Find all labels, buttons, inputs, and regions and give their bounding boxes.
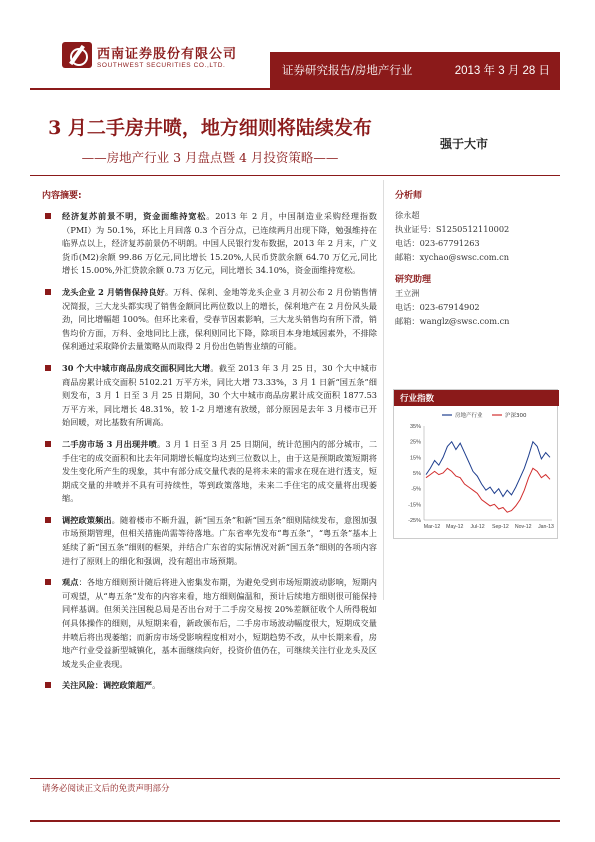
y-tick-label: 15% bbox=[409, 455, 421, 462]
title-rule bbox=[30, 175, 560, 176]
chart-title-bar bbox=[394, 390, 559, 406]
bullet-text: 。 bbox=[152, 680, 161, 691]
analyst-phone: 电话：023-67791263 bbox=[395, 238, 480, 248]
analyst-email: 邮箱：xychao@swsc.com.cn bbox=[395, 252, 510, 262]
x-tick-label: Sep-12 bbox=[492, 524, 509, 530]
series-line-0 bbox=[426, 442, 550, 497]
y-tick-label: -5% bbox=[411, 486, 421, 493]
company-name-cn: 西南证券股份有限公司 bbox=[97, 47, 238, 62]
x-tick-label: Nov-12 bbox=[514, 524, 532, 530]
header-bar bbox=[270, 52, 560, 88]
company-name-en: SOUTHWEST SECURITIES CO.,LTD. bbox=[97, 62, 226, 69]
y-tick-label: -15% bbox=[408, 502, 421, 509]
bullet-text: 。随着楼市不断升温，新“国五条”和新“国五条”细则陆续发布，意图加强市场预期管理，但相关措施尚需等待落地。广东省率先发布“粤五条”，“粤五条”基本上延续了新“国五条”细则的框架，并结合广东省的实际情况对新“国五条”细则的各项内容进行了原则上的细化和强调，没有超出市场预期。 bbox=[62, 514, 377, 566]
x-tick-label: Jan-13 bbox=[538, 524, 554, 530]
y-tick-label: 35% bbox=[409, 424, 421, 430]
x-tick-label: Mar-12 bbox=[423, 524, 441, 530]
report-date: 2013 年 3 月 28 日 bbox=[454, 65, 550, 77]
assistant-name: 王立洲 bbox=[395, 288, 420, 298]
column-divider bbox=[383, 180, 384, 600]
summary-bullet bbox=[42, 679, 377, 693]
summary-bullet bbox=[42, 438, 377, 506]
y-tick-label: 25% bbox=[409, 439, 421, 446]
y-tick-label: -25% bbox=[408, 518, 421, 524]
bullet-lead: 龙头企业 2 月销售保持良好 bbox=[62, 286, 165, 297]
analyst-license: 执业证号：S1250512110002 bbox=[395, 224, 510, 234]
bullet-lead: 观点 bbox=[62, 577, 79, 588]
summary-bullets bbox=[42, 210, 377, 701]
assistant-phone: 电话：023-67914902 bbox=[395, 302, 480, 312]
rating: 强于大市 bbox=[440, 137, 489, 151]
bullet-text: 。万科、保利、金地等龙头企业 3 月初公布 2 月份销售情况简报，三大龙头都实现了销售金额同比两位数以上的增长，保利地产在 2 月份风头最劲，同比增幅超 100%。但环比来看，受春节因素影响，三大龙头销售均有所下滑，销售均价方面，万科、金地同比上涨，保利则同比下降，除项目本身地域因素外，不排除保利通过采取降价去量策略从而取得 2 月份出色销售业绩的可能。 bbox=[62, 286, 377, 352]
summary-bullet bbox=[42, 576, 377, 671]
summary-bullet bbox=[42, 362, 377, 430]
bullet-text: 。截至 2013 年 3 月 25 日，30 个大中城市商品房累计成交面积 5102.21 万平方米，同比大增 73.33%，3 月 1 日新“国五条”细则发布，3 月 1 日至 3 月 25 日期间，30 个大中城市商品房累计成交面积 1877.53 万平方米，同比增长 48.31%，较 1-2 月增速有放缓，部分原因是去年 3 月楼市已开始回暖，对比基数有所调高。 bbox=[62, 362, 377, 428]
x-tick-label: Jul-12 bbox=[470, 524, 485, 530]
legend-label: 沪深300 bbox=[505, 413, 527, 419]
analyst-label: 分析师 bbox=[395, 191, 423, 201]
report-title: 3 月二手房井喷，地方细则将陆续发布 bbox=[48, 117, 372, 139]
series-line-1 bbox=[426, 468, 550, 512]
industry-index-chart bbox=[393, 389, 558, 539]
bullet-text: 。2013 年 2 月，中国制造业采购经理指数（PMI）为 50.1%，环比上月回落 0.3 个百分点，已连续两月出现下降，勉强维持在临界点以上，经济复苏前景仍不明朗。中国人民银行发布数据，2013 年 2 月末，广义货币(M2)余额 99.86 万亿元,同比增长 15.20%,人民币贷款余额 64.70 万亿元,同比增长 15.00%,外汇贷款余额 0.73 万亿元，同比增长 34.10%，资金面维持宽松。 bbox=[62, 211, 377, 276]
summary-label: 内容摘要: bbox=[42, 191, 82, 201]
footer-rule bbox=[30, 778, 560, 779]
summary-bullet bbox=[42, 514, 377, 568]
assistant-label: 研究助理 bbox=[395, 275, 432, 285]
bullet-lead: 经济复苏前景不明，资金面维持宽松 bbox=[62, 211, 207, 221]
report-category: 证券研究报告/房地产行业 bbox=[282, 63, 413, 77]
bullet-lead: 关注风险：调控政策超严 bbox=[62, 680, 153, 691]
bullet-text: 。3 月 1 日至 3 月 25 日期间，统计范围内的部分城市，二手住宅的成交面积和比去年同期增长幅度均达到三位数以上，由于这是预期政策短期将发生变化所产生的现象，其中有部分成交量代表的是将未来的需求在现在进行透支，短期成交量的井喷并不具有可持续性，等到政策落地，未来二手住宅的成交量将出现萎缩。 bbox=[62, 438, 378, 504]
summary-bullet bbox=[42, 286, 377, 354]
assistant-email: 邮箱：wanglz@swsc.com.cn bbox=[395, 316, 510, 326]
y-tick-label: 5% bbox=[413, 471, 421, 477]
disclaimer-note: 请务必阅读正文后的免责声明部分 bbox=[42, 784, 170, 794]
report-subtitle: ——房地产行业 3 月盘点暨 4 月投资策略—— bbox=[81, 150, 339, 165]
analyst-name: 徐永超 bbox=[395, 210, 420, 220]
chart-plot bbox=[394, 408, 559, 538]
bullet-lead: 二手房市场 3 月出现井喷 bbox=[62, 438, 157, 449]
company-logo bbox=[62, 42, 92, 68]
bullet-lead: 调控政策频出 bbox=[62, 514, 112, 525]
legend-label: 房地产行业 bbox=[455, 413, 483, 419]
chart-title: 行业指数 bbox=[400, 394, 435, 404]
summary-bullet bbox=[42, 210, 377, 278]
bottom-rule bbox=[30, 820, 560, 822]
x-tick-label: May-12 bbox=[446, 524, 464, 530]
bullet-lead: 30 个大中城市商品房成交面积同比大增 bbox=[62, 362, 211, 373]
header-rule bbox=[30, 88, 560, 90]
bullet-text: ：各地方细则预计随后将进入密集发布期，为避免受到市场短期波动影响，短期内可观望，从“粤五条”发布的内容来看，地方细则偏温和，预计后续地方细则很可能保持同样基调。但须关注国税总局是否出台对于二手房交易按 20%差额征收个人所得税如何具体操作的细则，从短期来看，新政颁布后，二手房市场波动幅度很大，短期成交量井喷后将出现萎缩；而新房市场受影响程度相对小，短期趋势不改，从中长期来看，房地产行业受益新型城镇化，基本面继续向好，投资价值仍在，可继续关注行业龙头及区域龙头企业表现。 bbox=[62, 577, 377, 669]
